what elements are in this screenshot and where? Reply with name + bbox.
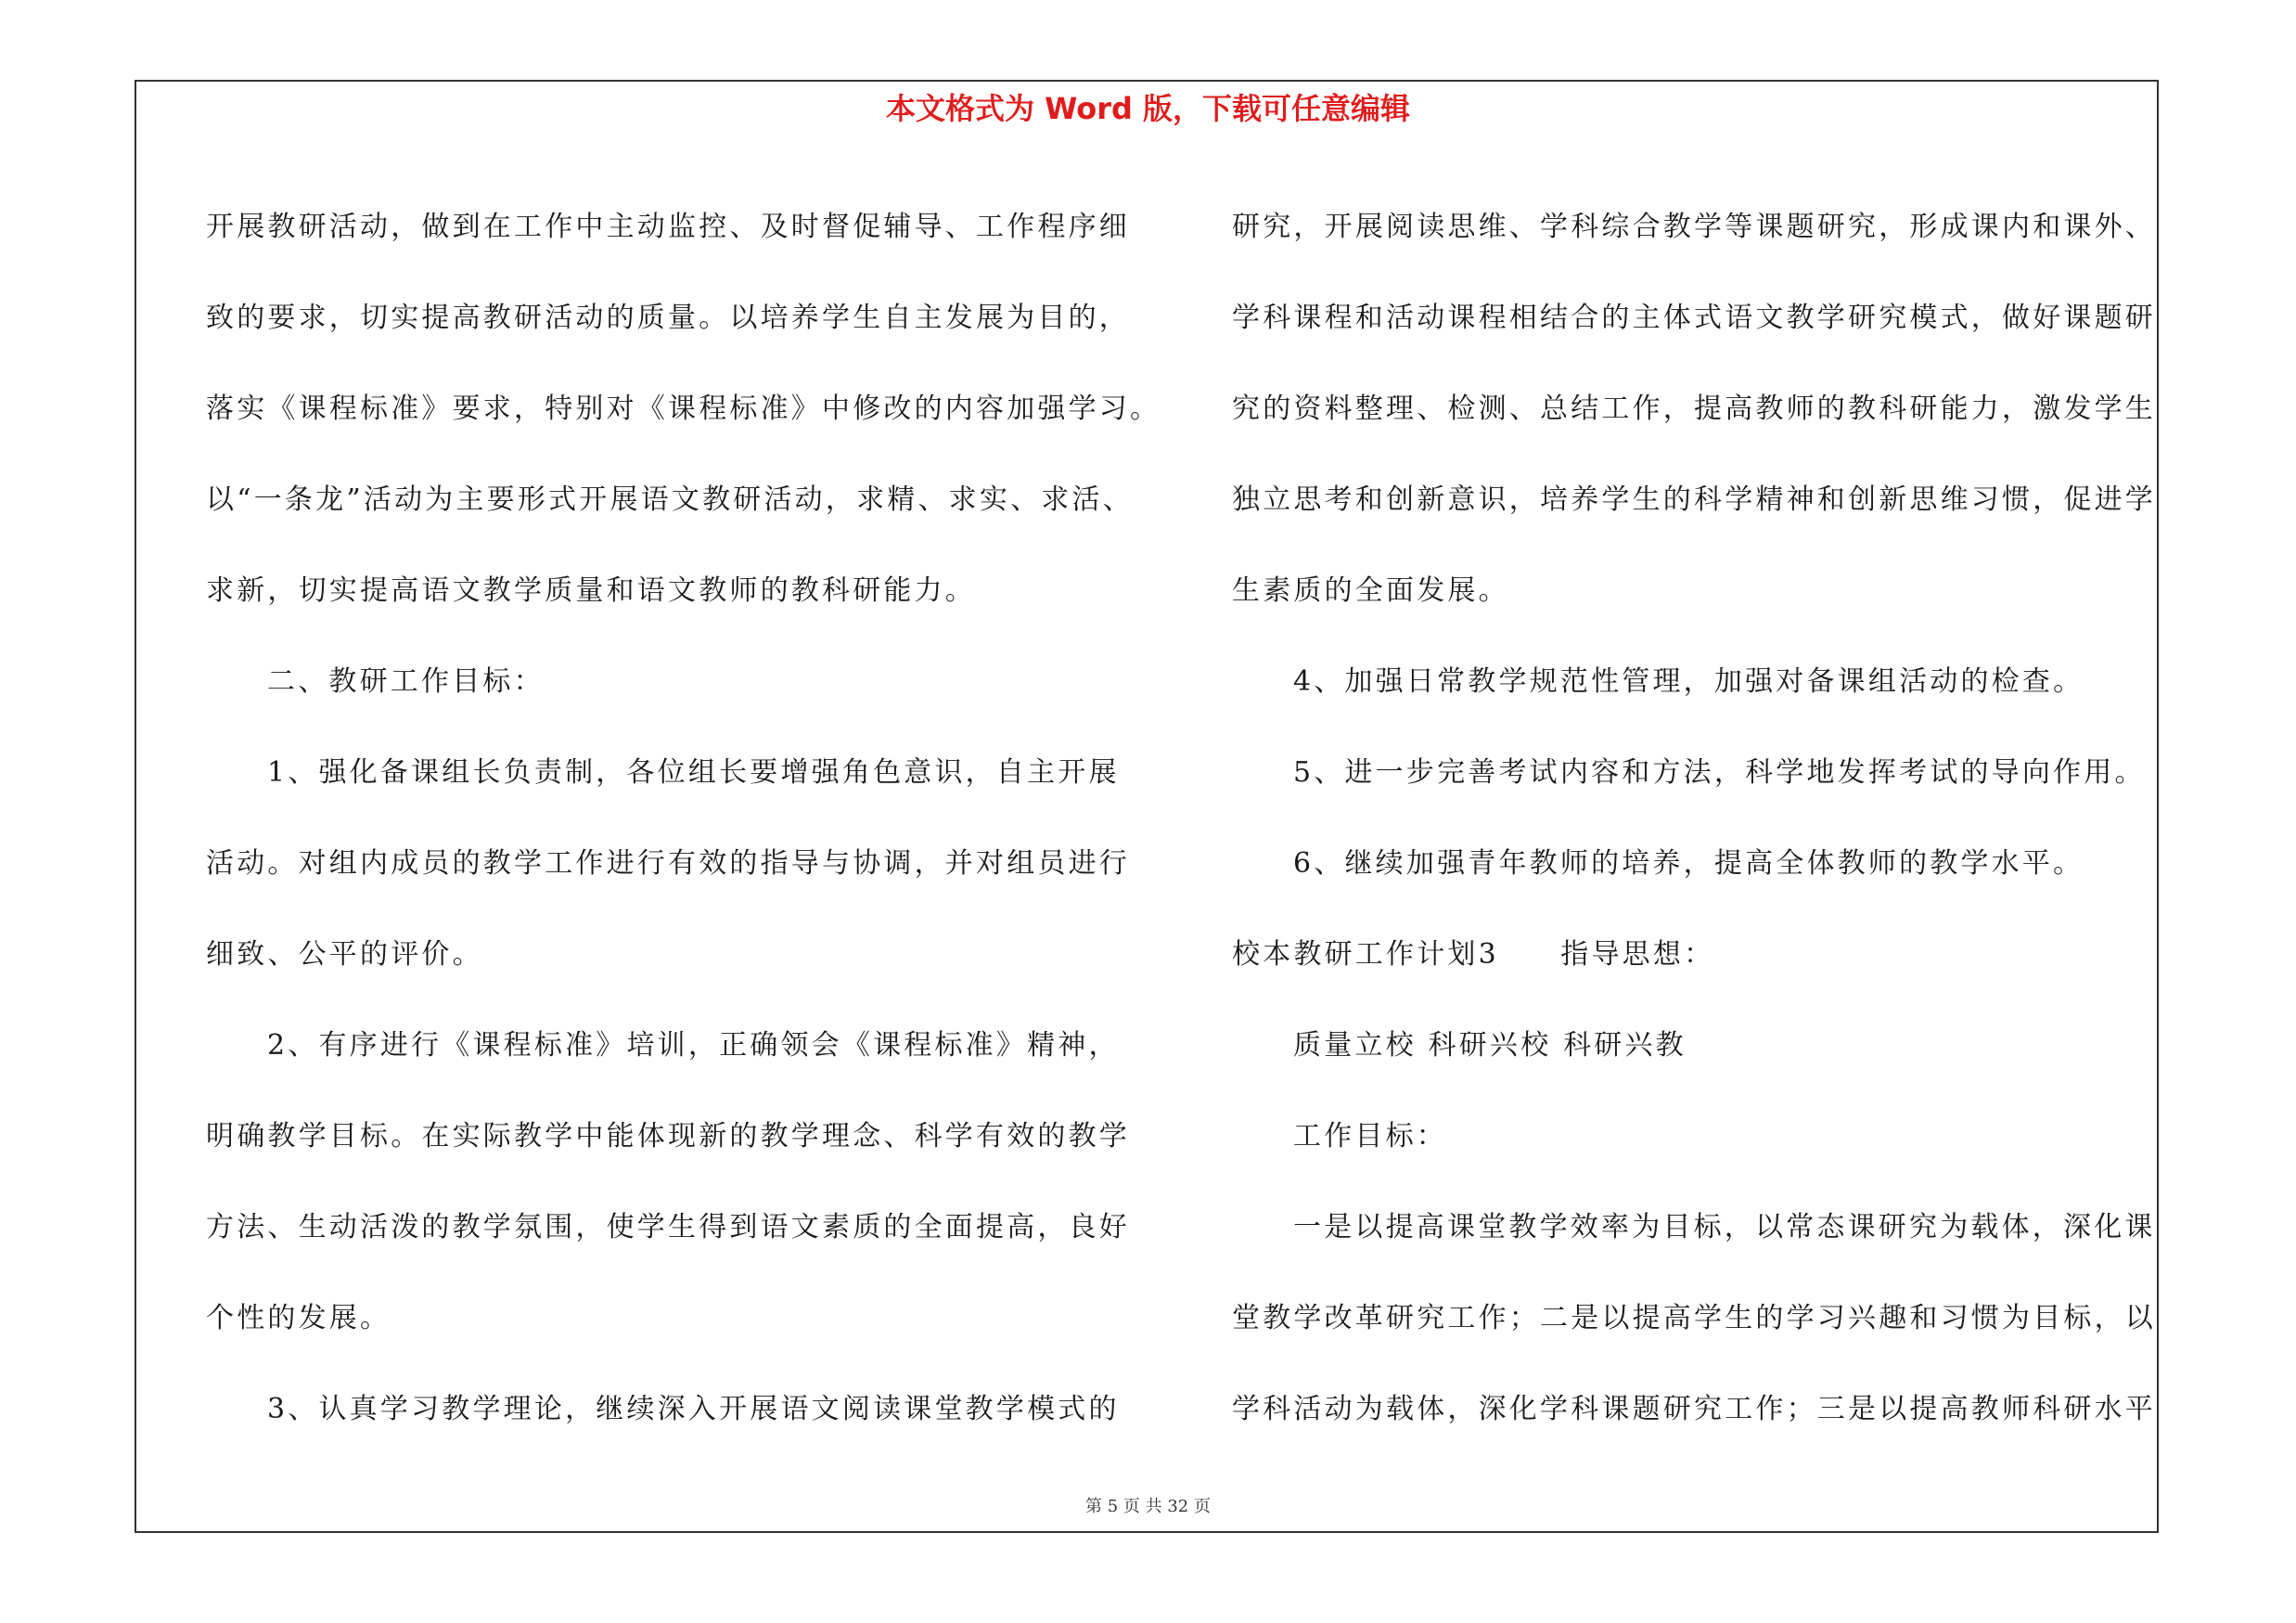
right-text-column: [1232, 182, 2164, 1455]
text-line: 开展教研活动，做到在工作中主动监控、及时督促辅导、工作程序细: [206, 211, 1130, 243]
text-line: 堂教学改革研究工作；二是以提高学生的学习兴趣和习惯为目标，以: [1232, 1302, 2156, 1334]
text-line: 学科课程和活动课程相结合的主体式语文教学研究模式，做好课题研: [1232, 302, 2156, 334]
page-number: 第 5 页 共 32 页: [1085, 1497, 1211, 1516]
text-line: 学科活动为载体，深化学科课题研究工作；三是以提高教师科研水平: [1232, 1393, 2156, 1425]
format-notice-banner: 本文格式为 Word 版，下载可任意编辑: [885, 91, 1411, 126]
text-line: 6、继续加强青年教师的培养，提高全体教师的教学水平。: [1293, 847, 2084, 880]
text-line: 5、进一步完善考试内容和方法，科学地发挥考试的导向作用。: [1293, 756, 2146, 789]
text-line: 明确教学目标。在实际教学中能体现新的教学理念、科学有效的教学: [206, 1120, 1130, 1153]
text-line: 独立思考和创新意识，培养学生的科学精神和创新思维习惯，促进学: [1232, 483, 2156, 516]
text-line: 落实《课程标准》要求，特别对《课程标准》中修改的内容加强学习。: [206, 393, 1161, 425]
section-heading: 工作目标：: [1293, 1120, 1447, 1153]
text-line: 活动。对组内成员的教学工作进行有效的指导与协调，并对组员进行: [206, 847, 1130, 880]
text-line: 究的资料整理、检测、总结工作，提高教师的教科研能力，激发学生: [1232, 393, 2156, 425]
text-line: 方法、生动活泼的教学氛围，使学生得到语文素质的全面提高，良好: [206, 1211, 1130, 1243]
text-line: 一是以提高课堂教学效率为目标，以常态课研究为载体，深化课: [1293, 1211, 2156, 1243]
text-line: 以“一条龙”活动为主要形式开展语文教研活动，求精、求实、求活、: [206, 483, 1134, 516]
motto-line: 质量立校 科研兴校 科研兴教: [1293, 1029, 1687, 1062]
left-text-column: [206, 182, 1161, 1455]
text-line: 个性的发展。: [206, 1302, 391, 1334]
text-line: 求新，切实提高语文教学质量和语文教师的教科研能力。: [206, 574, 976, 607]
section-heading: 校本教研工作计划3 指导思想：: [1232, 938, 1715, 971]
text-line: 细致、公平的评价。: [206, 938, 483, 971]
text-line: 生素质的全面发展。: [1232, 574, 1509, 607]
section-heading: 二、教研工作目标：: [267, 665, 545, 698]
text-line: 4、加强日常教学规范性管理，加强对备课组活动的检查。: [1293, 665, 2084, 698]
text-line: 3、认真学习教学理论，继续深入开展语文阅读课堂教学模式的: [267, 1393, 1120, 1425]
text-line: 致的要求，切实提高教研活动的质量。以培养学生自主发展为目的，: [206, 302, 1130, 334]
text-line: 1、强化备课组长负责制，各位组长要增强角色意识，自主开展: [267, 756, 1120, 789]
text-line: 2、有序进行《课程标准》培训，正确领会《课程标准》精神，: [267, 1029, 1120, 1062]
text-line: 研究，开展阅读思维、学科综合教学等课题研究，形成课内和课外、: [1232, 211, 2156, 243]
